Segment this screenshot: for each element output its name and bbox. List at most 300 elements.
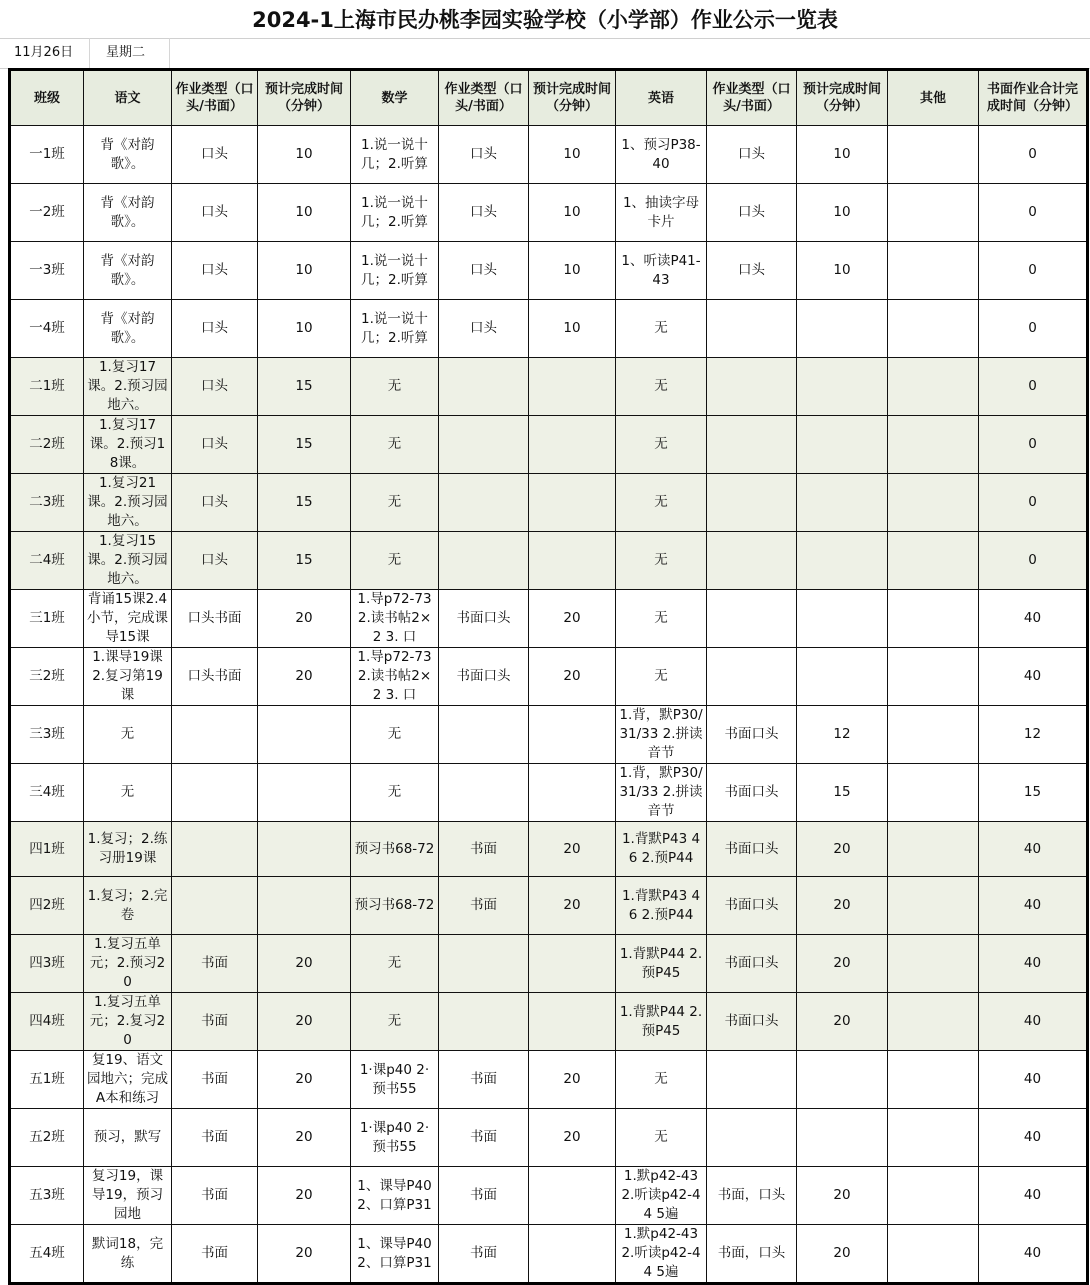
table-cell [979,590,1088,648]
cell-text: 0 [1028,552,1037,568]
cell-text: 无 [654,436,668,452]
table-cell [258,877,351,935]
cell-text: 1.课导19课 2.复习第19课 [92,649,163,703]
table-cell [797,877,888,935]
class-name-cell [10,532,84,590]
table-cell [172,590,258,648]
cell-text: 1.说一说十几；2.听算 [361,310,428,346]
table-row [10,935,1088,993]
table-cell [979,935,1088,993]
table-cell [979,300,1088,358]
table-cell [439,590,529,648]
cell-text: 四2班 [29,897,65,913]
cell-text: 书面 [201,1187,228,1203]
table-cell [888,993,979,1051]
cell-text: 口头书面 [187,610,242,626]
table-cell [84,532,172,590]
cell-text: 1、课导P40 2、口算P31 [357,1177,432,1213]
class-name-cell [10,648,84,706]
cell-text: 40 [1023,610,1042,626]
cell-text: 一1班 [29,146,65,162]
table-cell [351,706,439,764]
table-cell [439,648,529,706]
table-row [10,300,1088,358]
table-cell [439,242,529,300]
table-cell [351,416,439,474]
table-cell [616,590,707,648]
table-cell [707,532,797,590]
table-cell [979,474,1088,532]
table-cell [979,358,1088,416]
table-row [10,1167,1088,1225]
cell-text: 0 [1028,204,1037,220]
cell-text: 1、抽读字母卡片 [622,194,700,230]
class-name-cell [10,1109,84,1167]
table-cell [888,648,979,706]
table-cell [888,877,979,935]
cell-text: 背《对韵歌》。 [100,310,155,346]
table-cell [707,993,797,1051]
table-row [10,416,1088,474]
table-cell [84,648,172,706]
table-cell [797,474,888,532]
table-cell [84,993,172,1051]
table-cell [616,532,707,590]
cell-text: 40 [1023,1245,1042,1261]
table-cell [258,416,351,474]
table-cell [258,1167,351,1225]
table-cell [707,416,797,474]
table-cell [84,1225,172,1284]
table-cell [529,993,616,1051]
date-row [0,38,1090,69]
table-cell [172,935,258,993]
cell-text: 书面 [470,1129,497,1145]
table-cell [616,993,707,1051]
class-name-cell [10,1051,84,1109]
table-cell [797,358,888,416]
table-cell [439,764,529,822]
header-cell: 预计完成时间（分钟） [258,70,351,126]
table-cell [707,1167,797,1225]
table-cell [888,590,979,648]
cell-text: 20 [295,1245,313,1261]
table-cell [439,1109,529,1167]
table-row [10,1225,1088,1284]
table-cell [707,474,797,532]
cell-text: 口头 [201,262,228,278]
table-cell [351,935,439,993]
class-name-cell [10,300,84,358]
cell-text: 五2班 [29,1129,65,1145]
table-cell [351,358,439,416]
table-cell [84,706,172,764]
table-cell [979,648,1088,706]
cell-text: 20 [833,1245,851,1261]
table-cell [84,877,172,935]
table-cell [529,877,616,935]
header-row [10,70,1088,126]
table-cell [172,242,258,300]
table-cell [172,474,258,532]
cell-text: 五1班 [29,1071,65,1087]
table-cell [888,1109,979,1167]
cell-text: 20 [833,955,851,971]
table-cell [979,126,1088,184]
cell-text: 二4班 [29,552,65,568]
cell-text: 40 [1023,1187,1042,1203]
table-cell [888,300,979,358]
cell-text: 口头 [738,204,765,220]
table-cell [797,764,888,822]
header-cell: 英语 [616,70,707,126]
cell-text: 20 [295,1129,313,1145]
cell-text: 书面口头 [724,1013,779,1029]
table-cell [888,184,979,242]
header-cell: 作业类型（口头/书面） [707,70,797,126]
date-cell: 11月26日 [14,45,74,60]
cell-text: 书面，口头 [717,1187,786,1203]
table-cell [888,242,979,300]
table-cell [797,1225,888,1284]
cell-text: 五3班 [29,1187,65,1203]
cell-text: 0 [1028,146,1037,162]
cell-text: 书面 [201,1129,228,1145]
table-cell [707,935,797,993]
cell-text: 无 [120,784,135,800]
table-row [10,474,1088,532]
table-cell [84,242,172,300]
cell-text: 20 [563,897,581,913]
cell-text: 书面口头 [724,897,779,913]
cell-text: 0 [1028,320,1037,336]
cell-text: 口头 [470,320,497,336]
cell-text: 15 [295,494,313,510]
table-row [10,242,1088,300]
table-cell [439,822,529,877]
cell-text: 1.导p72-73 2.读书帖2×2 3. 口 [357,591,432,645]
table-cell [707,358,797,416]
header-cell: 作业类型（口头/书面） [172,70,258,126]
table-cell [797,706,888,764]
table-cell [888,1225,979,1284]
table-cell [351,242,439,300]
cell-text: 无 [654,320,668,336]
cell-text: 复习19，课导19，预习园地 [91,1168,164,1222]
table-cell [258,184,351,242]
cell-text: 1.背，默P30/31/33 2.拼读音节 [619,765,703,819]
cell-text: 背诵15课2.4小节，完成课导15课 [87,591,168,645]
page-title: 2024-1上海市民办桃李园实验学校（小学部）作业公示一览表 [0,0,1090,39]
cell-text: 无 [387,378,402,394]
table-cell [258,822,351,877]
table-cell [172,1109,258,1167]
cell-text: 口头 [738,262,765,278]
table-cell [172,184,258,242]
table-cell [979,184,1088,242]
cell-text: 口头 [201,436,228,452]
cell-text: 20 [295,955,313,971]
table-cell [979,822,1088,877]
table-cell [888,822,979,877]
cell-text: 背《对韵歌》。 [100,136,155,172]
table-cell [797,1167,888,1225]
cell-text: 无 [387,552,402,568]
cell-text: 无 [654,668,668,684]
table-cell [529,532,616,590]
table-cell [439,935,529,993]
header-cell: 书面作业合计完成时间（分钟） [979,70,1088,126]
cell-text: 20 [563,1129,581,1145]
cell-text: 15 [833,784,851,800]
table-cell [172,1051,258,1109]
cell-text: 默词18，完练 [91,1235,164,1271]
cell-text: 1、听读P41-43 [621,252,701,288]
table-cell [616,1109,707,1167]
cell-text: 10 [563,204,581,220]
cell-text: 书面 [201,955,228,971]
table-row [10,706,1088,764]
table-cell [84,184,172,242]
table-cell [351,1051,439,1109]
table-row [10,1109,1088,1167]
table-cell [979,532,1088,590]
cell-text: 无 [387,494,402,510]
cell-text: 10 [833,262,851,278]
cell-text: 20 [295,1187,313,1203]
table-cell [84,474,172,532]
cell-text: 书面 [470,1245,497,1261]
table-cell [707,648,797,706]
table-cell [529,648,616,706]
table-cell [172,126,258,184]
cell-text: 无 [654,610,668,626]
cell-text: 1.导p72-73 2.读书帖2×2 3. 口 [357,649,432,703]
cell-text: 1.背默P43 46 2.预P44 [621,887,701,923]
table-cell [979,1109,1088,1167]
table-cell [797,416,888,474]
class-name-cell [10,822,84,877]
table-cell [797,126,888,184]
cell-text: 口头 [201,146,228,162]
table-cell [888,1167,979,1225]
cell-text: 口头 [470,146,497,162]
cell-text: 20 [295,1013,313,1029]
table-cell [616,1051,707,1109]
table-cell [258,532,351,590]
cell-text: 书面 [470,1187,497,1203]
cell-text: 无 [654,494,668,510]
table-cell [707,764,797,822]
class-name-cell [10,877,84,935]
table-row [10,532,1088,590]
table-cell [258,474,351,532]
cell-text: 40 [1023,1129,1042,1145]
table-cell [351,300,439,358]
table-cell [616,1225,707,1284]
table-cell [172,532,258,590]
cell-text: 书面 [470,1071,497,1087]
table-cell [797,993,888,1051]
cell-text: 一4班 [29,320,65,336]
cell-text: 书面，口头 [717,1245,786,1261]
class-name-cell [10,126,84,184]
table-cell [439,416,529,474]
table-cell [351,184,439,242]
class-name-cell [10,416,84,474]
cell-text: 0 [1028,436,1037,452]
table-row [10,184,1088,242]
table-cell [351,1225,439,1284]
cell-text: 1.复习21课。2.预习园地六。 [87,475,168,529]
cell-text: 20 [563,668,581,684]
cell-text: 1.复习15课。2.预习园地六。 [87,533,168,587]
table-cell [797,648,888,706]
cell-text: 口头书面 [187,668,242,684]
cell-text: 口头 [470,204,497,220]
cell-text: 12 [833,726,851,742]
table-cell [797,532,888,590]
table-cell [797,300,888,358]
table-cell [172,358,258,416]
table-cell [529,590,616,648]
table-cell [797,935,888,993]
header-cell: 语文 [84,70,172,126]
cell-text: 1.说一说十几；2.听算 [361,252,428,288]
table-cell [439,993,529,1051]
class-name-cell [10,1225,84,1284]
cell-text: 10 [563,320,581,336]
cell-text: 无 [654,378,668,394]
table-cell [439,300,529,358]
cell-text: 20 [833,1187,851,1203]
table-cell [529,706,616,764]
weekday-cell: 星期二 [106,45,146,60]
table-cell [797,242,888,300]
class-name-cell [10,993,84,1051]
table-cell [529,1225,616,1284]
cell-text: 40 [1023,1013,1042,1029]
table-cell [439,358,529,416]
table-cell [439,1167,529,1225]
table-cell [797,1051,888,1109]
table-cell [616,126,707,184]
header-cell: 数学 [351,70,439,126]
table-row [10,126,1088,184]
table-row [10,764,1088,822]
cell-text: 书面 [201,1013,228,1029]
table-cell [529,1167,616,1225]
table-row [10,993,1088,1051]
table-cell [172,764,258,822]
cell-text: 无 [654,1071,668,1087]
table-cell [707,1225,797,1284]
table-cell [258,1051,351,1109]
table-cell [529,358,616,416]
table-cell [979,242,1088,300]
table-cell [439,1051,529,1109]
cell-text: 二3班 [29,494,65,510]
homework-table [8,68,1089,1285]
cell-text: 一3班 [29,262,65,278]
cell-text: 书面 [470,897,497,913]
class-name-cell [10,474,84,532]
cell-text: 15 [295,436,313,452]
table-cell [351,877,439,935]
cell-text: 20 [833,897,851,913]
table-cell [529,184,616,242]
cell-text: 口头 [738,146,765,162]
table-cell [529,416,616,474]
table-cell [351,648,439,706]
class-name-cell [10,935,84,993]
table-cell [439,877,529,935]
cell-text: 40 [1023,897,1042,913]
table-cell [797,590,888,648]
cell-text: 15 [295,552,313,568]
table-cell [351,1167,439,1225]
cell-text: 40 [1023,668,1042,684]
table-cell [84,416,172,474]
table-cell [258,126,351,184]
table-cell [172,706,258,764]
cell-text: 20 [295,668,313,684]
table-cell [84,935,172,993]
table-cell [439,1225,529,1284]
cell-text: 10 [295,320,313,336]
cell-text: 二1班 [29,378,65,394]
table-cell [979,416,1088,474]
table-cell [84,126,172,184]
cell-text: 0 [1028,262,1037,278]
table-cell [616,242,707,300]
header-cell: 作业类型（口头/书面） [439,70,529,126]
cell-text: 背《对韵歌》。 [100,252,155,288]
cell-text: 三1班 [29,610,65,626]
cell-text: 复19、语文园地六；完成A本和练习 [87,1052,168,1106]
table-cell [172,648,258,706]
cell-text: 40 [1023,840,1042,857]
cell-text: 1.默p42-43 2.听读p42-44 5遍 [621,1226,701,1280]
table-cell [84,822,172,877]
table-cell [888,126,979,184]
cell-text: 20 [563,1071,581,1087]
table-cell [707,706,797,764]
table-cell [439,474,529,532]
cell-text: 书面 [470,840,497,857]
table-cell [616,184,707,242]
table-cell [616,764,707,822]
cell-text: 书面口头 [724,726,779,742]
table-cell [707,242,797,300]
table-cell [797,1109,888,1167]
cell-text: 书面 [201,1071,228,1087]
cell-text: 15 [295,378,313,394]
table-cell [258,706,351,764]
table-cell [351,126,439,184]
table-cell [707,184,797,242]
table-cell [529,1051,616,1109]
table-cell [797,184,888,242]
table-cell [979,1167,1088,1225]
cell-text: 10 [833,146,851,162]
cell-text: 1.复习；2.练习册19课 [87,831,168,866]
cell-text: 12 [1023,726,1042,742]
cell-text: 10 [833,204,851,220]
table-row [10,648,1088,706]
table-cell [616,1167,707,1225]
table-cell [616,648,707,706]
